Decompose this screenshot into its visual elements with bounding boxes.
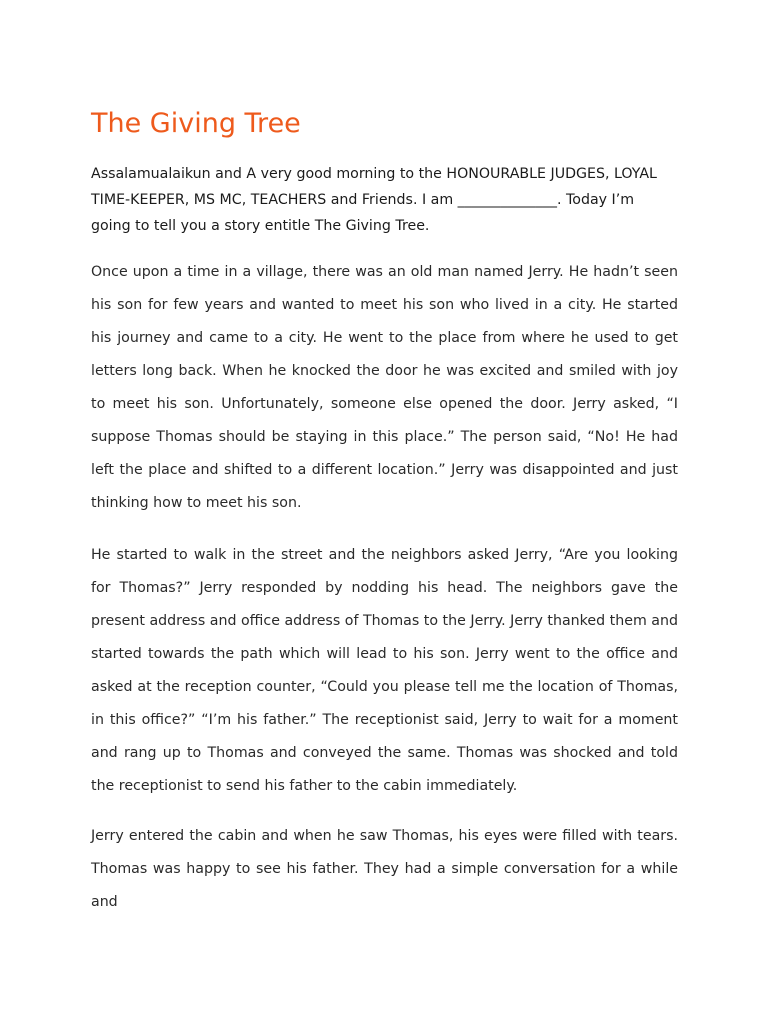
story-paragraph-3: Jerry entered the cabin and when he saw Thomas, his eyes were filled with tears. Thomas was happy to see his father. They had a simple conversation for a while and bbox=[91, 828, 678, 910]
story-paragraph-2: He started to walk in the street and the neighbors asked Jerry, “Are you looking for Thomas?” Jerry responded by nodding his head. The neighbors gave the present address and office address of Thomas to the Jerry. Jerry thanked them and started towards the path which will lead to his son. Jerry went to the office and asked at the reception counter, “Could you please tell me the location of Thomas, in this office?” “I’m his father.” The receptionist said, Jerry to wait for a moment and rang up to Thomas and conveyed the same. Thomas was shocked and told the receptionist to send his father to the cabin immediately. bbox=[91, 547, 678, 794]
intro-paragraph: Assalamualaikun and A very good morning to the HONOURABLE JUDGES, LOYAL TIME-KEEPER, MS MC, TEACHERS and Friends. I am ______________. Today I’m going to tell you a story entitle The Giving Tree. bbox=[91, 166, 657, 234]
page-title: The Giving Tree bbox=[91, 108, 301, 139]
story-paragraph-1: Once upon a time in a village, there was an old man named Jerry. He hadn’t seen his son for few years and wanted to meet his son who lived in a city. He started his journey and came to a city. He went to the place from where he used to get letters long back. When he knocked the door he was excited and smiled with joy to meet his son. Unfortunately, someone else opened the door. Jerry asked, “I suppose Thomas should be staying in this place.” The person said, “No! He had left the place and shifted to a different location.” Jerry was disappointed and just thinking how to meet his son. bbox=[91, 264, 678, 511]
